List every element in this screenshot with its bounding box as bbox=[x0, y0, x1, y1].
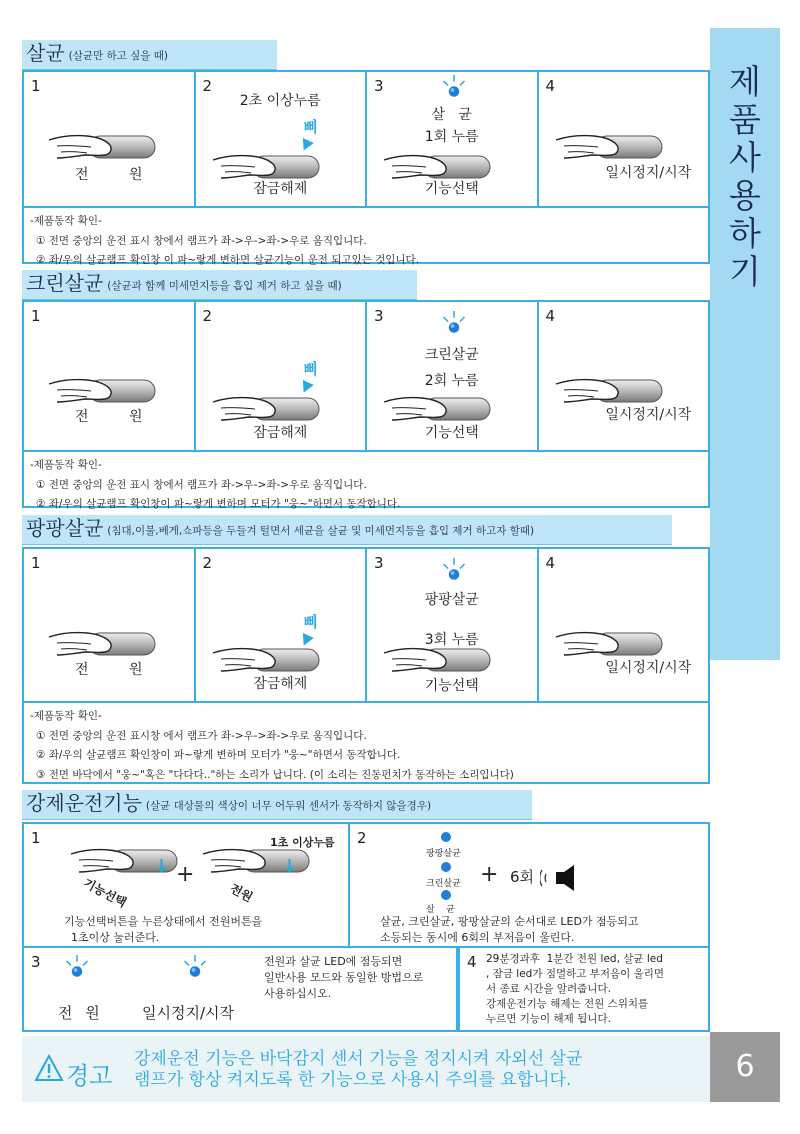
step-number: 1 bbox=[31, 77, 41, 95]
step-2 bbox=[196, 302, 368, 450]
step-number: 2 bbox=[202, 554, 213, 572]
led-dot-icon bbox=[441, 862, 451, 872]
page-number-tab bbox=[710, 1032, 780, 1102]
step-number: 3 bbox=[374, 307, 384, 325]
section-title: 크린살균 bbox=[26, 271, 104, 295]
step-label: 기능선택 bbox=[424, 181, 479, 197]
step-number: 3 bbox=[374, 77, 384, 95]
mode-name: 팡팡살균 bbox=[424, 592, 479, 608]
step-3 bbox=[367, 549, 539, 701]
hold-hint: 1초 이상누름 bbox=[270, 836, 335, 849]
step-number: 4 bbox=[545, 554, 556, 572]
press-count: 2회 누름 bbox=[424, 373, 479, 389]
mode-name: 살 균 bbox=[431, 107, 472, 123]
step-label: 일시정지/시작 bbox=[605, 407, 692, 423]
note-line: ① 전면 중앙의 운전 표시 창에서 램프가 좌->우->좌->우로 움직입니다. bbox=[36, 479, 367, 491]
note-line: ② 좌/우의 살균램프 확인창이 파~랗게 변하며 모터가 "웅~"하면서 동작합니다. bbox=[36, 498, 401, 510]
step-label: 전 원 bbox=[75, 662, 161, 678]
beep-text: 삐 bbox=[303, 118, 318, 136]
down-arrow-icon: ↓ bbox=[282, 856, 298, 877]
led-label: 살 균 bbox=[426, 905, 455, 915]
button-label: 전원 bbox=[227, 881, 255, 905]
note-line: ③ 전면 바닥에서 "웅~"혹은 "다다다.."하는 소리가 납니다. (이 소리는 진동펀치가 동작하는 소리입니다) bbox=[36, 769, 514, 781]
forced-step-3 bbox=[22, 948, 458, 1032]
warning-text: 강제운전 기능은 바닥감지 센서 기능을 정지시켜 자외선 살균 램프가 항상 켜지도록 한 기능으로 사용시 주의를 요합니다. bbox=[134, 1049, 583, 1090]
mode-name: 크린살균 bbox=[424, 347, 479, 363]
operation-notes bbox=[24, 450, 708, 514]
note-line: ② 좌/우의 살균램프 확인창 이 파~랗게 변하면 살균기능이 운전 되고있는 것입니다. bbox=[36, 254, 420, 266]
section-title: 살균 bbox=[26, 41, 65, 65]
press-count: 3회 누름 bbox=[424, 632, 479, 648]
step-number: 3 bbox=[31, 953, 41, 971]
step-3 bbox=[367, 302, 539, 450]
forced-step-4 bbox=[458, 948, 710, 1032]
section-header-forced bbox=[22, 790, 532, 820]
step-label: 잠금해제 bbox=[253, 181, 308, 197]
warning-label: 경고 bbox=[66, 1062, 113, 1090]
step-description: 기능선택버튼을 누른상태에서 전원버튼을 1초이상 눌러준다. bbox=[64, 915, 263, 944]
led-burst-icon bbox=[180, 952, 210, 982]
step-number: 1 bbox=[31, 554, 41, 572]
press-count: 1회 누름 bbox=[424, 129, 479, 145]
step-label: 잠금해제 bbox=[253, 425, 308, 441]
beep-text: 삐 bbox=[303, 360, 318, 378]
power-label: 전 원 bbox=[58, 1004, 104, 1022]
note-line: ① 전면 중앙의 운전 표시창 에서 램프가 좌->우->좌->우로 움직입니다. bbox=[36, 730, 367, 742]
step-4 bbox=[539, 549, 709, 701]
step-number: 1 bbox=[31, 307, 41, 325]
note-line: -제품동작 확인- bbox=[30, 215, 102, 227]
step-2 bbox=[196, 72, 368, 206]
section-subtitle: (살균과 함께 미세먼지등을 흡입 제거 하고 싶을 때) bbox=[107, 280, 342, 292]
section-header-clean bbox=[22, 270, 417, 300]
plus-sign: + bbox=[480, 862, 499, 887]
step-label: 잠금해제 bbox=[253, 676, 308, 692]
step-4 bbox=[539, 72, 709, 206]
power-button-hand-icon[interactable] bbox=[46, 128, 158, 168]
step-label: 일시정지/시작 bbox=[605, 165, 692, 181]
step-label: 일시정지/시작 bbox=[605, 660, 692, 676]
section-title: 팡팡살균 bbox=[26, 516, 104, 540]
step-description: 전원과 살균 LED에 점등되면 일반사용 모드와 동일한 방법으로 사용하십시오. bbox=[264, 955, 424, 1000]
step-number: 4 bbox=[545, 77, 556, 95]
note-line: -제품동작 확인- bbox=[30, 710, 102, 722]
step-number: 2 bbox=[202, 77, 213, 95]
section-title: 강제운전기능 bbox=[26, 791, 142, 815]
step-1 bbox=[24, 72, 196, 206]
step-1 bbox=[24, 302, 196, 450]
step-label: 기능선택 bbox=[424, 425, 479, 441]
step-description: 살균, 크린살균, 팡팡살균의 순서대로 LED가 점등되고 소등되는 동시에 6회의 부저음이 울린다. bbox=[380, 915, 639, 944]
led-dot-icon bbox=[441, 890, 451, 900]
beep-text: 삐 bbox=[303, 613, 318, 631]
step-3 bbox=[367, 72, 539, 206]
side-title: 제 품 사 용 하 기 bbox=[729, 62, 761, 291]
led-burst-icon bbox=[439, 308, 469, 338]
plus-sign: + bbox=[176, 862, 195, 887]
step-2 bbox=[196, 549, 368, 701]
step-description: 29분경과후 1분간 전원 led, 살균 led , 잠금 led가 점멸하고 부저음이 울리면 서 종료 시간을 알려줍니다. 강제운전기능 해제는 전원 스위치를 누르면 기능이 해제 됩니다. bbox=[486, 953, 665, 1025]
section-subtitle: (살균만 하고 싶을 때) bbox=[68, 50, 168, 62]
led-label: 크린살균 bbox=[426, 879, 461, 889]
page-number: 6 bbox=[735, 1049, 755, 1084]
step-label: 기능선택 bbox=[424, 678, 479, 694]
forced-step-1 bbox=[22, 822, 350, 948]
warning-triangle-icon bbox=[34, 1054, 64, 1082]
note-line: ① 전면 중앙의 운전 표시 창에서 램프가 좌->우->좌->우로 움직입니다. bbox=[36, 235, 367, 247]
section-header-sterilize bbox=[22, 40, 277, 70]
clean-panel bbox=[22, 300, 710, 508]
sterilize-panel bbox=[22, 70, 710, 264]
forced-step-2 bbox=[350, 822, 710, 948]
led-dot-icon bbox=[441, 832, 451, 842]
step-number: 2 bbox=[357, 829, 367, 847]
led-burst-icon bbox=[439, 72, 469, 102]
led-burst-icon bbox=[62, 952, 92, 982]
side-tab bbox=[710, 28, 780, 660]
press-hint: 2초 이상누름 bbox=[239, 93, 321, 109]
step-number: 1 bbox=[31, 829, 41, 847]
step-number: 2 bbox=[202, 307, 213, 325]
led-label: 팡팡살균 bbox=[426, 849, 461, 859]
section-subtitle: (침대,이불,베게,쇼파등을 두들겨 털면서 세균을 살균 및 미세먼지등을 흡입 제거 하고자 할때) bbox=[107, 525, 535, 537]
step-number: 3 bbox=[374, 554, 384, 572]
section-header-patpat bbox=[22, 515, 672, 545]
pause-label: 일시정지/시작 bbox=[142, 1004, 234, 1022]
down-arrow-icon: ↓ bbox=[154, 856, 170, 877]
led-burst-icon bbox=[439, 555, 469, 585]
step-label: 전 원 bbox=[75, 167, 161, 183]
note-line: -제품동작 확인- bbox=[30, 459, 102, 471]
operation-notes bbox=[24, 701, 708, 785]
step-1 bbox=[24, 549, 196, 701]
section-subtitle: (살균 대상물의 색상이 너무 어두워 센서가 동작하지 않을경우) bbox=[145, 800, 432, 812]
button-label: 기능선택 bbox=[81, 875, 129, 911]
note-line: ② 좌/우의 살균램프 확인창이 파~랗게 변하며 모터가 "웅~"하면서 동작합니다. bbox=[36, 749, 401, 761]
operation-notes bbox=[24, 206, 708, 270]
step-number: 4 bbox=[545, 307, 556, 325]
beep-count: 6회 bbox=[510, 868, 535, 886]
patpat-panel bbox=[22, 547, 710, 784]
speaker-icon bbox=[540, 862, 584, 892]
step-label: 전 원 bbox=[75, 409, 161, 425]
step-number: 4 bbox=[467, 953, 477, 971]
step-4 bbox=[539, 302, 709, 450]
warning-bar bbox=[22, 1036, 710, 1102]
